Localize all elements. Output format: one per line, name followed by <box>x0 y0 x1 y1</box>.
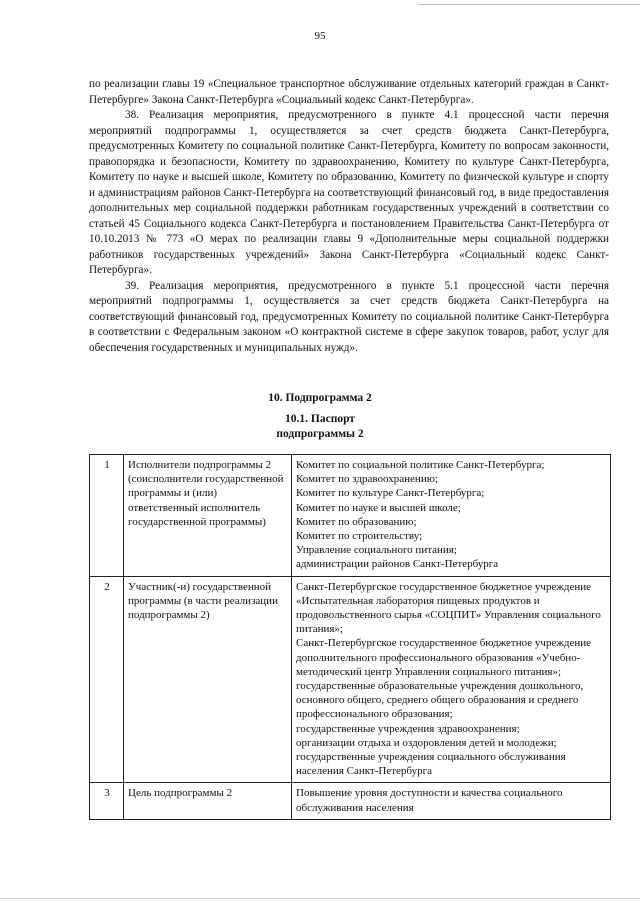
section-heading: 10. Подпрограмма 2 <box>268 392 372 404</box>
row-number: 1 <box>90 455 124 577</box>
row-number: 3 <box>90 783 124 819</box>
value-line: Комитет по здравоохранению; <box>296 473 438 486</box>
scan-edge-line-top <box>418 4 640 5</box>
paragraph-38: 38. Реализация мероприятия, предусмотренного в пункте 4.1 процессной части перечня мероприятий подпрограммы 1, осуществляется за счет средств бюджета Санкт-Петербурга, предусмотренных Комитету по социальной политике Санкт-Петербурга, Комитету по вопросам законности, правопорядка и безопасности, Комитету по здравоохранению, Комитету по культуре Санкт-Петербурга, Комитету по науке и высшей школе, Комитету по образованию, Комитету по физической культуре и спорту и администрациям районов Санкт-Петербурга на соответствующий финансовый год, в виде предоставления дополнительных мер социальной поддержки работникам государственных учреждений в соответствии со статьей 45 Социального кодекса Санкт-Петербурга и постановлением Правительства Санкт-Петербурга от 10.10.2013 № 773 «О мерах по реализации главы 9 «Дополнительные меры социальной поддержки работников государственных учреждений» Закона Санкт-Петербурга «Социальный кодекс Санкт-Петербурга». <box>89 109 609 276</box>
row-label: Исполнители подпрограммы 2 (соисполнители государственной программы и (или) ответственный исполнитель государственной программы) <box>124 455 292 577</box>
table-row <box>90 455 611 577</box>
row-label: Цель подпрограммы 2 <box>124 783 292 819</box>
value-line: Комитет по строительству; <box>296 530 423 543</box>
value-line: Санкт-Петербургское государственное бюджетное учреждение «Испытательная лаборатория пищевых продуктов и продовольственного сырья «СОЦПИТ» Управления социального питания»; <box>296 580 601 636</box>
row-value <box>292 576 611 783</box>
value-line: Комитет по социальной политике Санкт-Петербурга; <box>296 459 545 471</box>
value-line: государственные образовательные учреждения дошкольного, основного общего, среднего общего образования и среднего профессионального образования; <box>296 680 584 721</box>
value-line: Управление социального питания; <box>296 544 457 557</box>
row-number: 2 <box>90 576 124 783</box>
row-label: Участник(-и) государственной программы (в части реализации подпрограммы 2) <box>124 576 292 783</box>
value-line: Комитет по образованию; <box>296 515 417 528</box>
value-line: Комитет по науке и высшей школе; <box>296 501 461 514</box>
subsection-heading-line1: 10.1. Паспорт <box>285 413 355 425</box>
body-text <box>89 77 609 356</box>
value-line: организации отдыха и оздоровления детей и молодежи; <box>296 736 557 749</box>
value-line: государственные учреждения здравоохранения; <box>296 722 520 735</box>
value-line: Санкт-Петербургское государственное бюджетное учреждение дополнительного профессионального образования «Учебно-методический центр Управления социального питания»; <box>296 637 591 678</box>
value-line: Комитет по культуре Санкт-Петербурга; <box>296 487 485 500</box>
row-value <box>292 455 611 577</box>
value-line: государственные учреждения социального обслуживания населения Санкт-Петербурга <box>296 751 566 778</box>
passport-table <box>89 454 611 820</box>
scan-edge-line-bottom <box>0 898 640 899</box>
value-line: администрации районов Санкт-Петербурга <box>296 558 499 571</box>
row-value <box>292 783 611 819</box>
value-line: Повышение уровня доступности и качества социального обслуживания населения <box>296 787 563 814</box>
table-row <box>90 576 611 783</box>
subsection-heading-line2: подпрограммы 2 <box>276 428 364 440</box>
intro-paragraph: по реализации главы 19 «Специальное транспортное обслуживание отдельных категорий граждан в Санкт-Петербурге» Закона Санкт-Петербурга «Социальный кодекс Санкт-Петербурга». <box>89 78 609 106</box>
paragraph-39: 39. Реализация мероприятия, предусмотренного в пункте 5.1 процессной части перечня мероприятий подпрограммы 1, осуществляется за счет средств бюджета Санкт-Петербурга на соответствующий финансовый год, предусмотренных Комитету по социальной политике Санкт-Петербурга в соответствии с Федеральным законом «О контрактной системе в сфере закупок товаров, работ, услуг для обеспечения государственных и муниципальных нужд». <box>89 279 609 354</box>
page-number: 95 <box>314 30 326 42</box>
table-row <box>90 783 611 819</box>
